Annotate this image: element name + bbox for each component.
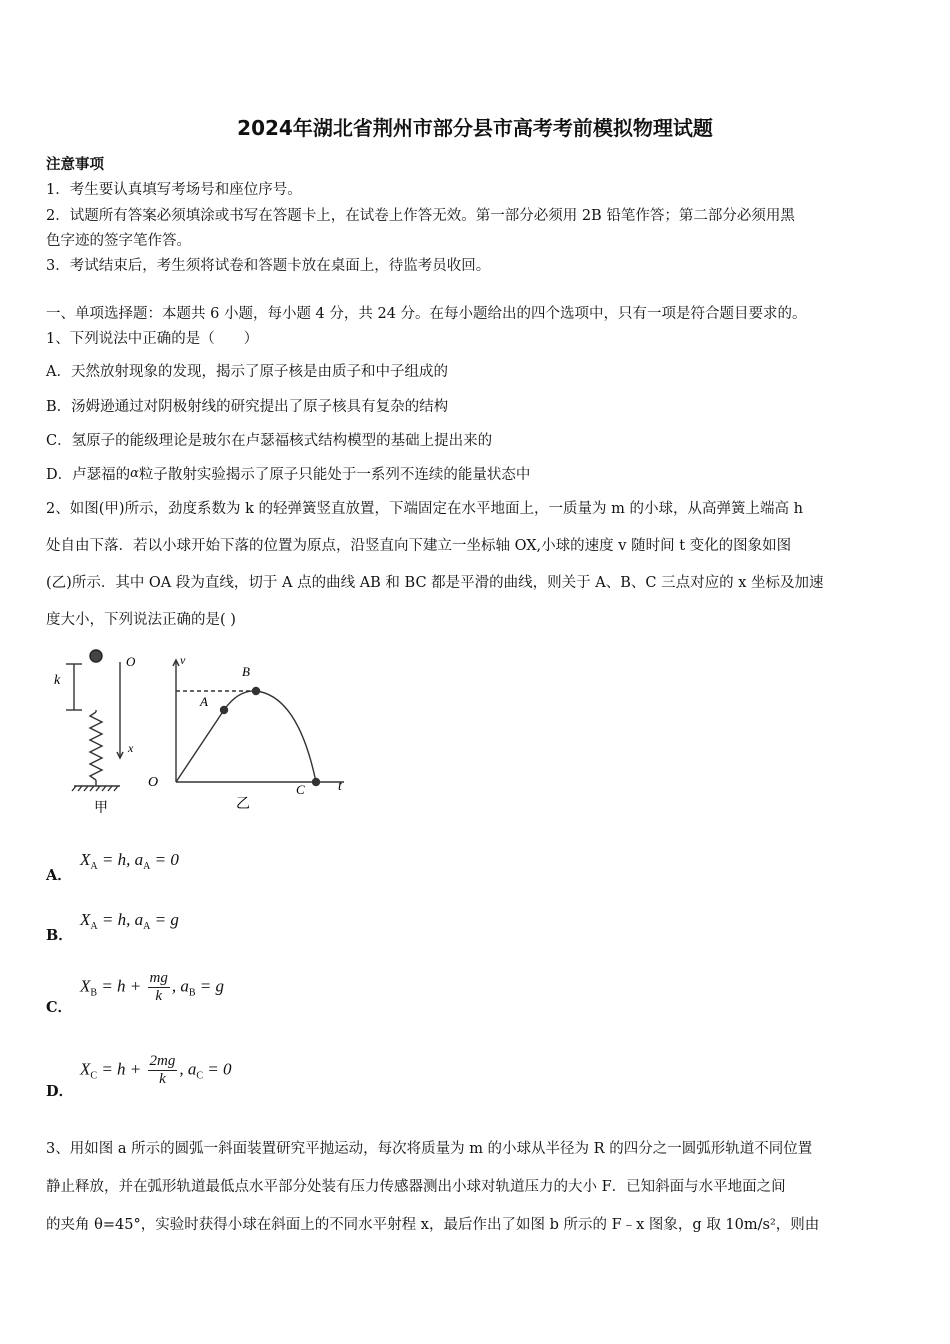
q2-option-b-formula: $X_A = h$, $a_A = g$ [80,910,179,932]
q1-option-d-pre: D．卢瑟福的 [46,467,131,483]
figure-yi [173,660,344,786]
fig-B-label: B [242,664,250,679]
fig-yi-label: 乙 [236,797,250,812]
q1-option-a: A．天然放射现象的发现，揭示了原子核是由质子和中子组成的 [46,364,448,380]
notice-item-2: 2．试题所有答案必须填涂或书写在答题卡上，在试卷上作答无效。第一部分必须用 2B 铅笔作答；第二部分必须用黑 [46,208,795,224]
q2-line-3: (乙)所示．其中 OA 段为直线，切于 A 点的曲线 AB 和 BC 都是平滑的曲线，则关于 A、B、C 三点对应的 x 坐标及加速 [46,575,824,591]
q3-line-3: 的夹角 θ=45°，实验时获得小球在斜面上的不同水平射程 x，最后作出了如图 b 所示的 F﹣x 图象，g 取 10m/s²，则由 [46,1217,820,1233]
q2-option-d-formula: $X_C = h$ + $\frac{2mg}{k}$ , $a_C = 0$ [80,1053,232,1087]
q1-option-d-post: 粒子散射实验揭示了原子只能处于一系列不连续的能量状态中 [138,467,531,483]
section-heading: 一、单项选择题：本题共 6 小题，每小题 4 分，共 24 分。在每小题给出的四个选项中，只有一项是符合题目要求的。 [46,306,807,322]
q2-option-a-formula: $X_A = h$, $a_A = 0$ [80,850,179,872]
q2-line-2: 处自由下落．若以小球开始下落的位置为原点，沿竖直向下建立一坐标轴 OX,小球的速度 v 随时间 t 变化的图象如图 [46,538,792,554]
oa-segment [176,710,224,782]
point-a [221,707,228,714]
fig-v-label: v [180,653,186,667]
q1-stem: 1、下列说法中正确的是（ ） [46,331,259,347]
figure-jia [66,650,123,791]
q1-option-b: B．汤姆逊通过对阴极射线的研究提出了原子核具有复杂的结构 [46,399,449,415]
point-c [313,779,320,786]
fig-x-label: x [128,741,134,755]
fig-k-label: k [54,673,61,688]
spring [90,712,102,780]
point-b [253,688,260,695]
q1-option-c: C．氢原子的能级理论是玻尔在卢瑟福核式结构模型的基础上提出来的 [46,433,493,449]
q2-option-b-label: B． [46,927,73,944]
q2-option-c-label: C． [46,999,73,1016]
q2-option-d-label: D． [46,1083,74,1100]
q2-option-a-label: A． [46,867,72,884]
fig-o-top: O [126,654,136,669]
q1-option-d [46,463,906,484]
ground-hatch [72,786,118,791]
ball [90,650,102,662]
q3-line-1: 3、用如图 a 所示的圆弧一斜面装置研究平抛运动，每次将质量为 m 的小球从半径为 R 的四分之一圆弧形轨道不同位置 [46,1141,813,1157]
q2-line-4: 度大小，下列说法正确的是( ) [46,612,236,628]
q2-line-1: 2、如图(甲)所示，劲度系数为 k 的轻弹簧竖直放置，下端固定在水平地面上，一质量为 m 的小球，从高弹簧上端高 h [46,501,803,517]
notice-item-2-cont: 色字迹的签字笔作答。 [46,233,191,249]
q2-option-c-formula: $X_B = h$ + $\frac{mg}{k}$ , $a_B = g$ [80,970,225,1004]
fig-jia-label: 甲 [94,801,108,816]
fig-t-label: t [338,779,342,794]
page-title: 2024年湖北省荆州市部分县市高考考前模拟物理试题 [237,116,713,140]
alpha-symbol: α [130,466,139,481]
notice-item-1: 1．考生要认真填写考场号和座位序号。 [46,182,302,198]
notice-item-3: 3．考试结束后，考生须将试卷和答题卡放在桌面上，待监考员收回。 [46,258,491,274]
abc-curve [224,691,316,782]
fig-A-label: A [200,694,208,709]
q3-line-2: 静止释放，并在弧形轨道最低点水平部分处装有压力传感器测出小球对轨道压力的大小 F．已知斜面与水平地面之间 [46,1179,786,1195]
fig-C-label: C [296,782,305,797]
notice-heading: 注意事项 [46,156,104,173]
fig-O-label: O [148,775,159,790]
q2-figure [46,640,366,820]
